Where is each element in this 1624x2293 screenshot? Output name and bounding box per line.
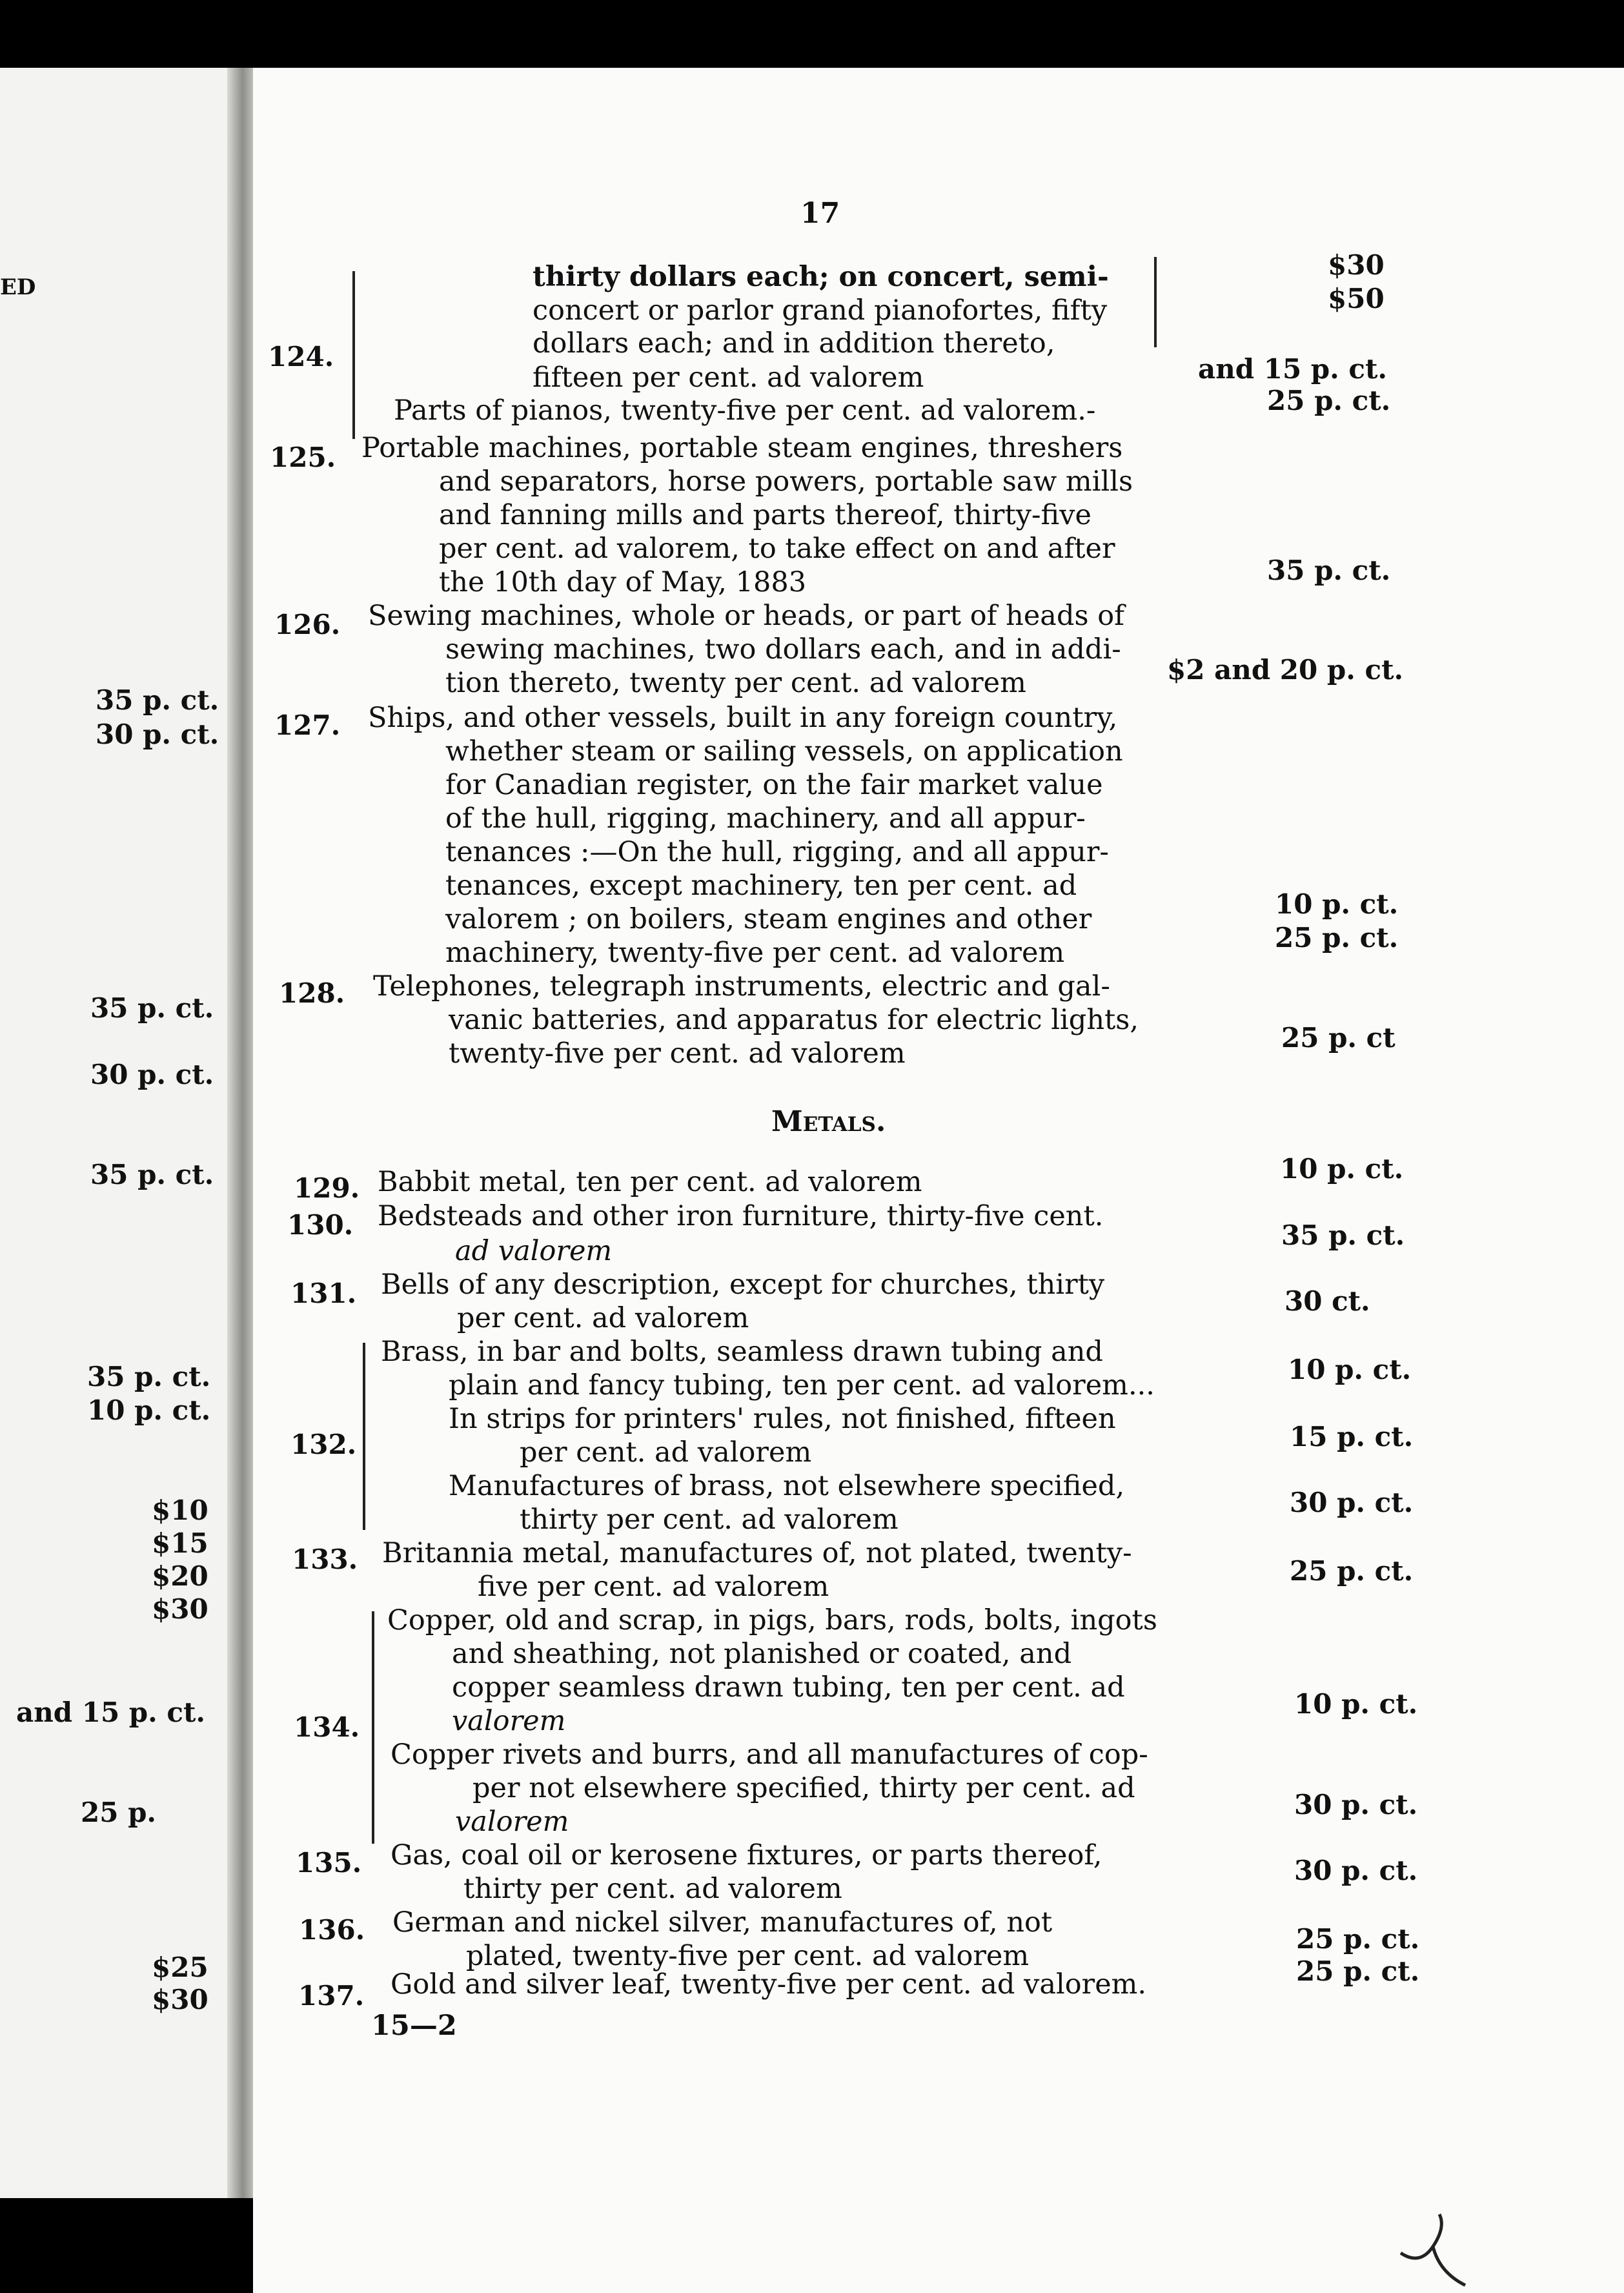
- left-rate: 35 p. ct.: [90, 1159, 214, 1190]
- left-rate: 30 p. ct.: [96, 718, 219, 750]
- item-text-line: dollars each; and in addition thereto,: [533, 327, 1055, 360]
- item-text-line: per cent. ad valorem: [457, 1302, 749, 1334]
- brace: [372, 1611, 374, 1844]
- left-rate: 30 p. ct.: [90, 1059, 214, 1090]
- duty-rate: 10 p. ct.: [1288, 1354, 1412, 1385]
- item-text-line: plain and fancy tubing, ten per cent. ad valorem...: [449, 1369, 1155, 1401]
- item-number: 131.: [290, 1278, 357, 1309]
- item-text-line: Copper rivets and burrs, and all manufactures of cop-: [391, 1738, 1148, 1771]
- duty-rate: 30 p. ct.: [1294, 1789, 1418, 1820]
- item-text-line: valorem: [452, 1705, 566, 1737]
- left-rate: $20: [152, 1560, 208, 1592]
- item-text-line: and fanning mills and parts thereof, thirty-five: [439, 499, 1091, 531]
- duty-rate: 35 p. ct.: [1281, 1219, 1405, 1251]
- pencil-mark-icon: [1394, 2201, 1472, 2292]
- duty-rate: 10 p. ct.: [1275, 888, 1399, 920]
- section-heading: Metals.: [771, 1105, 886, 1138]
- left-rate: $10: [152, 1494, 208, 1526]
- left-rate: $30: [152, 1593, 208, 1625]
- item-number: 129.: [294, 1172, 360, 1204]
- item-text-line: Parts of pianos, twenty-five per cent. ad valorem.-: [394, 394, 1096, 427]
- item-text-line: for Canadian register, on the fair market value: [445, 769, 1103, 801]
- left-rate: $25: [152, 1952, 208, 1983]
- item-text-line: Manufactures of brass, not elsewhere specified,: [449, 1470, 1125, 1502]
- brace: [363, 1343, 365, 1530]
- item-text-line: Bells of any description, except for churches, thirty: [381, 1269, 1105, 1301]
- item-text-line: tenances :—On the hull, rigging, and all appur-: [445, 836, 1109, 868]
- duty-rate: 10 p. ct.: [1280, 1153, 1404, 1185]
- item-text-line: per cent. ad valorem: [520, 1436, 812, 1469]
- duty-rate: 30 p. ct.: [1294, 1855, 1418, 1886]
- item-text-line: Gold and silver leaf, twenty-five per cent. ad valorem.: [391, 1968, 1147, 2001]
- duty-rate: $2 and 20 p. ct.: [1167, 654, 1404, 686]
- duty-rate: 25 p. ct: [1281, 1022, 1396, 1054]
- brace: [1154, 257, 1157, 347]
- item-text-line: thirty per cent. ad valorem: [520, 1503, 898, 1536]
- left-edge-fragment: ED: [0, 274, 36, 300]
- item-number: 126.: [274, 609, 341, 640]
- page-gutter: [227, 68, 253, 2198]
- duty-rate: 30 ct.: [1284, 1285, 1370, 1317]
- item-text-line: per cent. ad valorem, to take effect on and after: [439, 533, 1115, 565]
- duty-rate: $50: [1328, 283, 1385, 314]
- item-text-line: machinery, twenty-five per cent. ad valorem: [445, 937, 1065, 969]
- item-text-line: five per cent. ad valorem: [478, 1571, 829, 1603]
- item-text-line: Ships, and other vessels, built in any foreign country,: [368, 702, 1118, 734]
- item-text-line: Telephones, telegraph instruments, electric and gal-: [373, 970, 1110, 1003]
- item-text-line: whether steam or sailing vessels, on application: [445, 735, 1123, 768]
- item-number: 135.: [296, 1847, 362, 1879]
- item-number: 130.: [287, 1209, 354, 1241]
- item-text-line: thirty per cent. ad valorem: [463, 1873, 842, 1905]
- page-number: 17: [800, 197, 840, 230]
- signature-mark: 15—2: [371, 2010, 457, 2042]
- duty-rate: $30: [1328, 249, 1385, 281]
- duty-rate: 25 p. ct.: [1290, 1555, 1414, 1587]
- item-text-line: German and nickel silver, manufactures of, not: [392, 1906, 1053, 1939]
- item-text-line: tion thereto, twenty per cent. ad valorem: [445, 667, 1026, 699]
- duty-rate: and 15 p. ct.: [1198, 353, 1388, 385]
- item-text-line: thirty dollars each; on concert, semi-: [533, 261, 1109, 293]
- item-text-line: copper seamless drawn tubing, ten per cent. ad: [452, 1671, 1125, 1704]
- item-text-line: fifteen per cent. ad valorem: [533, 362, 924, 394]
- item-text-line: Babbit metal, ten per cent. ad valorem: [378, 1166, 922, 1198]
- item-text-line: per not elsewhere specified, thirty per cent. ad: [472, 1772, 1135, 1804]
- item-text-line: tenances, except machinery, ten per cent. ad: [445, 870, 1077, 902]
- item-text-line: Britannia metal, manufactures of, not plated, twenty-: [382, 1537, 1132, 1569]
- duty-rate: 25 p. ct.: [1296, 1955, 1420, 1987]
- item-text-line: of the hull, rigging, machinery, and all appur-: [445, 802, 1086, 835]
- left-page: [0, 68, 236, 2198]
- item-text-line: valorem: [455, 1806, 569, 1838]
- item-text-line: ad valorem: [455, 1235, 613, 1267]
- item-text-line: Copper, old and scrap, in pigs, bars, rods, bolts, ingots: [387, 1604, 1157, 1636]
- item-text-line: the 10th day of May, 1883: [439, 566, 807, 598]
- item-number: 136.: [299, 1914, 365, 1946]
- duty-rate: 10 p. ct.: [1294, 1688, 1418, 1720]
- item-number: 125.: [270, 442, 336, 473]
- left-rate: 35 p. ct.: [90, 992, 214, 1024]
- item-number: 134.: [294, 1711, 360, 1743]
- left-rate: $15: [152, 1527, 208, 1559]
- item-text-line: Sewing machines, whole or heads, or part of heads of: [368, 600, 1125, 632]
- duty-rate: 35 p. ct.: [1267, 555, 1391, 586]
- left-rate: 35 p. ct.: [96, 684, 219, 716]
- duty-rate: 30 p. ct.: [1290, 1487, 1414, 1518]
- item-number: 137.: [298, 1980, 365, 2012]
- item-text-line: sewing machines, two dollars each, and in addi-: [445, 633, 1121, 666]
- left-rate: 10 p. ct.: [87, 1394, 211, 1426]
- item-text-line: and sheathing, not planished or coated, and: [452, 1638, 1072, 1670]
- item-number: 127.: [274, 709, 341, 741]
- duty-rate: 25 p. ct.: [1267, 385, 1391, 416]
- item-text-line: Gas, coal oil or kerosene fixtures, or parts thereof,: [391, 1839, 1102, 1871]
- left-rate: $30: [152, 1984, 208, 2015]
- item-text-line: valorem ; on boilers, steam engines and other: [445, 903, 1092, 935]
- item-text-line: Bedsteads and other iron furniture, thirty-five cent.: [378, 1200, 1104, 1232]
- duty-rate: 15 p. ct.: [1290, 1421, 1414, 1452]
- item-text-line: and separators, horse powers, portable saw mills: [439, 465, 1133, 498]
- left-rate: 25 p.: [81, 1797, 157, 1828]
- item-text-line: twenty-five per cent. ad valorem: [449, 1037, 906, 1070]
- item-number: 133.: [292, 1544, 358, 1575]
- item-number: 124.: [268, 341, 334, 372]
- brace: [352, 271, 355, 439]
- item-text-line: Brass, in bar and bolts, seamless drawn tubing and: [381, 1336, 1103, 1368]
- item-text-line: Portable machines, portable steam engines, threshers: [361, 432, 1123, 464]
- left-rate: and 15 p. ct.: [16, 1697, 206, 1728]
- item-text-line: concert or parlor grand pianofortes, fifty: [533, 294, 1108, 327]
- item-number: 132.: [290, 1429, 357, 1460]
- item-text-line: In strips for printers' rules, not finished, fifteen: [449, 1403, 1116, 1435]
- item-text-line: plated, twenty-five per cent. ad valorem: [466, 1940, 1030, 1972]
- item-text-line: vanic batteries, and apparatus for electric lights,: [449, 1004, 1139, 1036]
- duty-rate: 25 p. ct.: [1275, 922, 1399, 953]
- duty-rate: 25 p. ct.: [1296, 1923, 1420, 1955]
- item-number: 128.: [279, 977, 345, 1009]
- left-rate: 35 p. ct.: [87, 1361, 211, 1392]
